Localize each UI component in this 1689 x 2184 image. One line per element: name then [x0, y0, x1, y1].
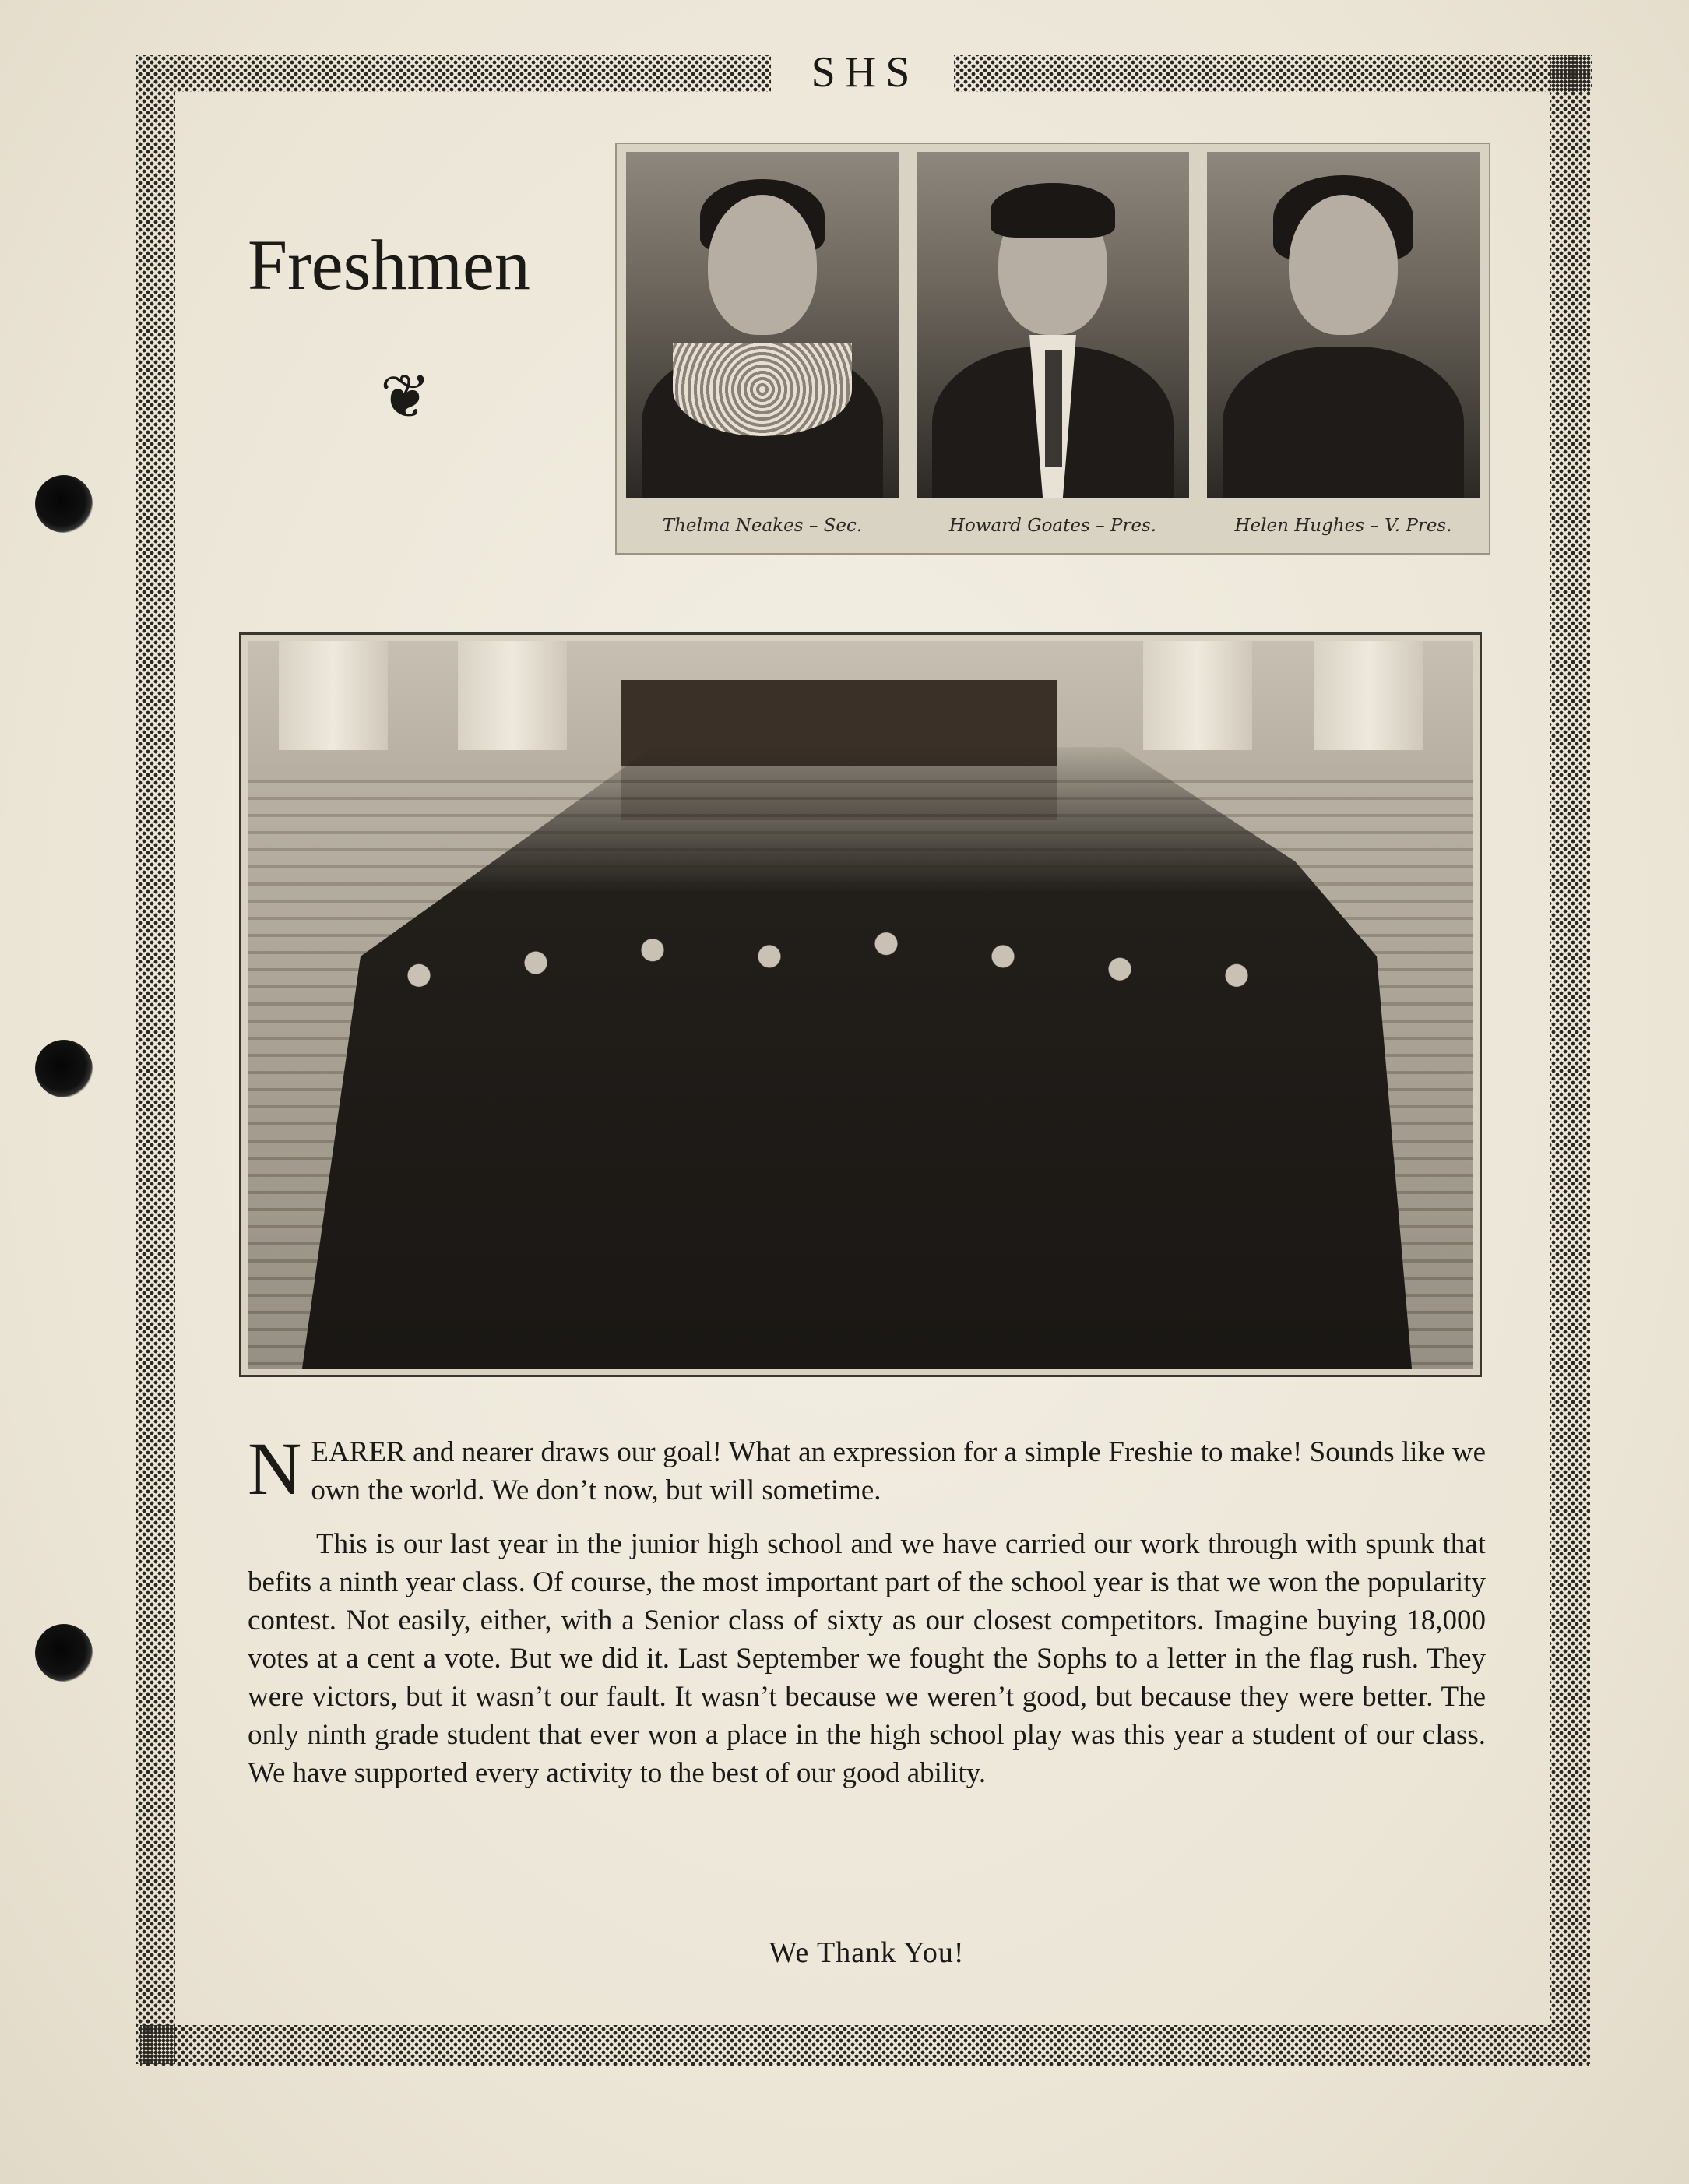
portrait-caption: Thelma Neakes – Sec. [662, 516, 863, 536]
portrait-vice-president [1207, 152, 1480, 498]
binder-hole-bottom [35, 1624, 93, 1682]
portrait-caption: Howard Goates – Pres. [948, 516, 1157, 536]
paragraph-2: This is our last year in the junior high school and we have carried our work through with spunk that befits a ninth year class. Of course, the most important part of the school year is that we won the popularity contest. Not easily, either, with a Senior class of sixty as our closest competitors. Imagine buying 18,000 votes at a cent a vote. But we did it. Last September we fought the Sophs to a letter in the flag rush. They were victors, but it wasn’t our fault. It wasn’t because we weren’t good, but because they were better. The only ninth grade student that ever won a place in the high school play was this year a student of our class. We have supported every activity to the best of our good ability. [248, 1528, 1486, 1789]
portrait-caption: Helen Hughes – V. Pres. [1234, 516, 1452, 536]
border-right [1550, 55, 1590, 2064]
border-left [136, 55, 175, 2064]
officer-portraits [615, 143, 1490, 555]
paragraph-1 [248, 1427, 1486, 1510]
section-heading: Freshmen [248, 225, 530, 305]
class-group-photo [239, 632, 1482, 1377]
border-top-left [136, 55, 771, 92]
page-header-title: SHS [811, 48, 920, 97]
border-top-right [954, 55, 1592, 92]
ornament-icon: ❦ [380, 363, 431, 431]
binder-hole-top [35, 475, 93, 533]
portrait-president [917, 152, 1189, 498]
portrait-secretary [626, 152, 899, 498]
closing-line: We Thank You! [769, 1936, 965, 1969]
binder-hole-middle [35, 1040, 93, 1097]
class-history-text [248, 1427, 1486, 1808]
paragraph-1-text: EARER and nearer draws our goal! What an expression for a simple Freshie to make! Sounds like we own the world. We don’t now, but will sometime. [311, 1436, 1486, 1506]
border-bottom [140, 2025, 1589, 2066]
drop-cap: N [248, 1427, 302, 1510]
